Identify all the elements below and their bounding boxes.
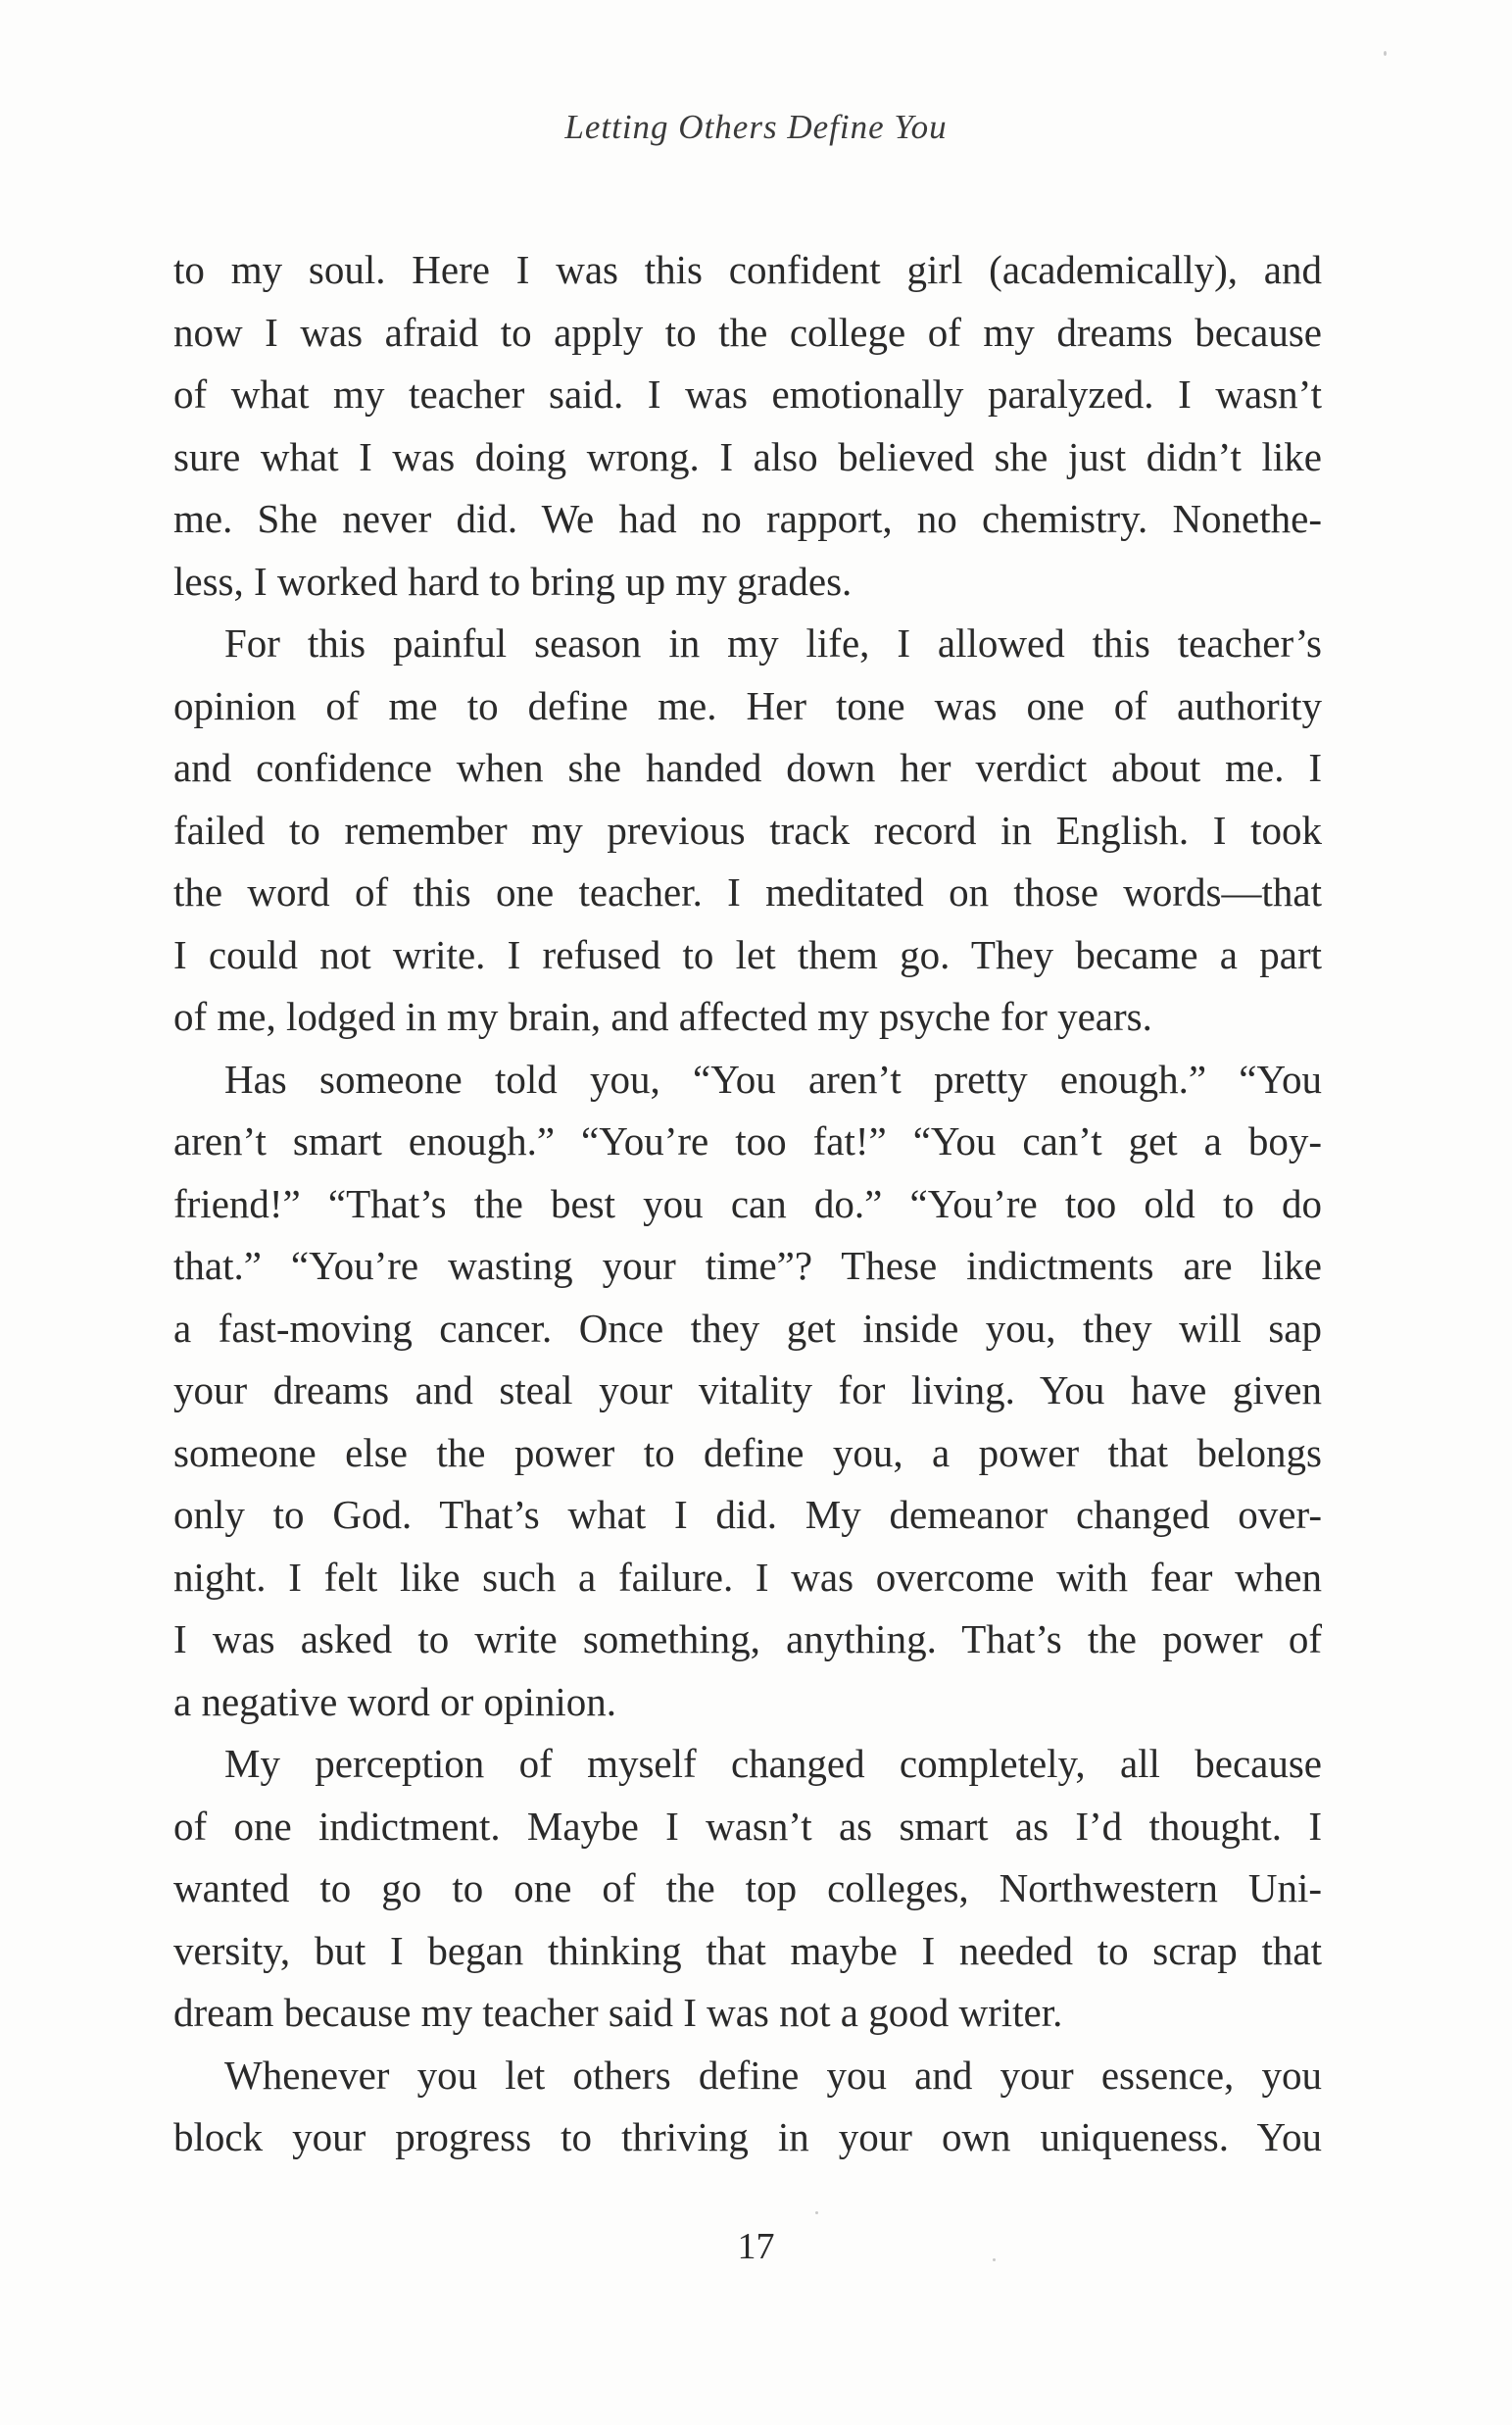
text-line: failed to remember my previous track record in English. I took: [173, 807, 1322, 853]
text-line: me. She never did. We had no rapport, no chemistry. Nonethe-: [173, 496, 1322, 541]
text-line: Has someone told you, “You aren’t pretty enough.” “You: [224, 1056, 1322, 1102]
scan-speck: [993, 2258, 996, 2261]
text-line: I could not write. I refused to let them go. They became a part: [173, 931, 1322, 977]
text-line: night. I felt like such a failure. I was overcome with fear when: [173, 1554, 1322, 1600]
text-line: that.” “You’re wasting your time”? These indictments are like: [173, 1243, 1322, 1288]
text-line: My perception of myself changed completely, all because: [224, 1741, 1322, 1786]
text-line: the word of this one teacher. I meditated on those words—that: [173, 869, 1322, 915]
text-line: of one indictment. Maybe I wasn’t as smart as I’d thought. I: [173, 1803, 1322, 1849]
text-line: wanted to go to one of the top colleges, Northwestern Uni-: [173, 1865, 1322, 1910]
page-number: 17: [737, 2226, 775, 2267]
text-line: friend!” “That’s the best you can do.” “You’re too old to do: [173, 1180, 1322, 1226]
text-line: sure what I was doing wrong. I also believed she just didn’t like: [173, 433, 1322, 479]
text-line: opinion of me to define me. Her tone was one of authority: [173, 682, 1322, 728]
scan-speck: [815, 2211, 818, 2214]
text-line: someone else the power to define you, a power that belongs: [173, 1429, 1322, 1475]
text-line: your dreams and steal your vitality for living. You have given: [173, 1367, 1322, 1412]
text-line: For this painful season in my life, I allowed this teacher’s: [224, 620, 1322, 666]
text-line: a negative word or opinion.: [173, 1678, 617, 1724]
running-head-title: Letting Others Define You: [564, 108, 948, 146]
text-line: of me, lodged in my brain, and affected my psyche for years.: [173, 994, 1152, 1039]
text-line: Whenever you let others define you and your essence, you: [224, 2052, 1322, 2098]
text-line: versity, but I began thinking that maybe I needed to scrap that: [173, 1927, 1322, 1973]
body-text: [173, 239, 1322, 2169]
text-line: of what my teacher said. I was emotionally paralyzed. I wasn’t: [173, 371, 1322, 417]
text-line: and confidence when she handed down her verdict about me. I: [173, 745, 1322, 790]
text-line: I was asked to write something, anything. That’s the power of: [173, 1616, 1322, 1661]
paragraph: [173, 1733, 1322, 2045]
text-line: aren’t smart enough.” “You’re too fat!” “You can’t get a boy-: [173, 1118, 1322, 1163]
paragraph: [173, 239, 1322, 613]
text-line: now I was afraid to apply to the college of my dreams because: [173, 309, 1322, 355]
text-line: block your progress to thriving in your own uniqueness. You: [173, 2114, 1322, 2159]
text-line: a fast-moving cancer. Once they get inside you, they will sap: [173, 1305, 1322, 1351]
text-line: to my soul. Here I was this confident girl (academically), and: [173, 247, 1322, 292]
text-line: only to God. That’s what I did. My demeanor changed over-: [173, 1492, 1322, 1537]
paragraph: [173, 613, 1322, 1049]
paragraph: [173, 1049, 1322, 1734]
scan-speck: [1384, 51, 1387, 56]
paragraph: [173, 2045, 1322, 2169]
text-line: less, I worked hard to bring up my grades.: [173, 558, 853, 604]
text-line: dream because my teacher said I was not a good writer.: [173, 1990, 1063, 2035]
